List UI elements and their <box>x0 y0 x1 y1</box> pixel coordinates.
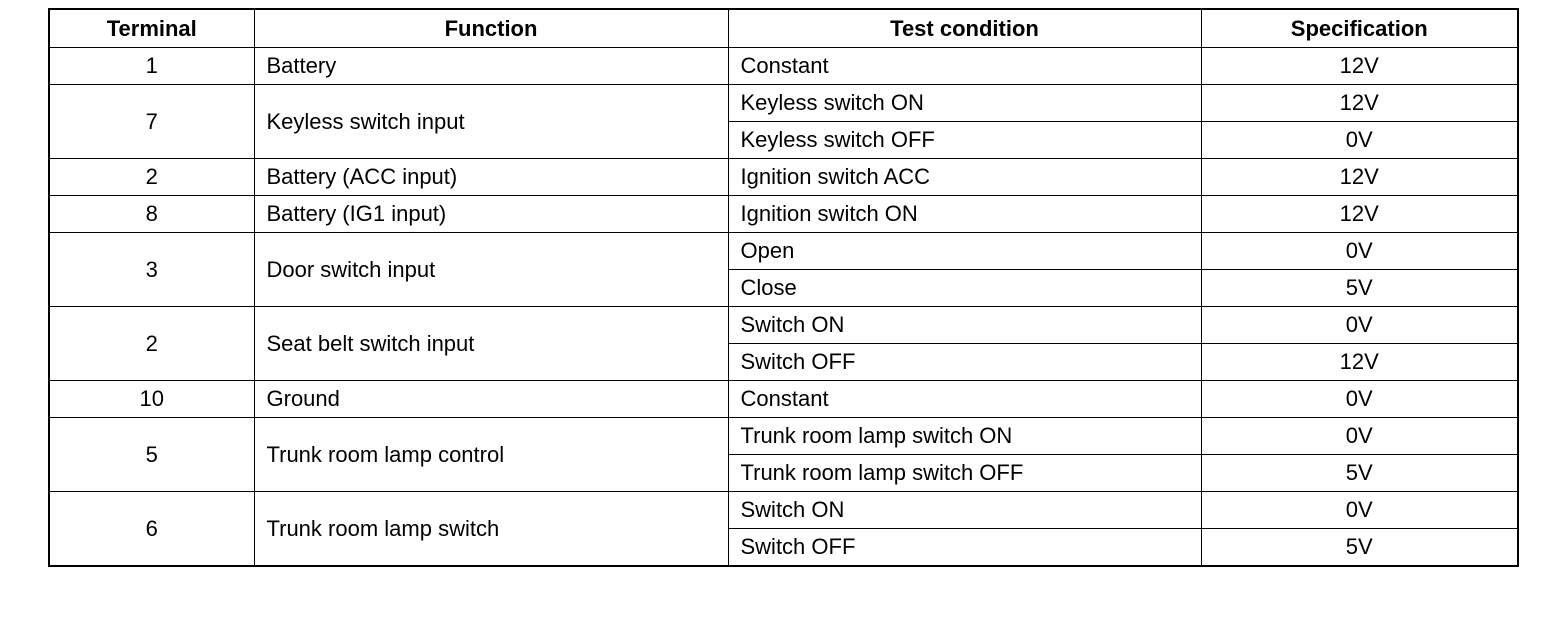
table-row <box>49 381 1518 418</box>
terminal-cell: 7 <box>49 85 254 159</box>
table-row <box>49 159 1518 196</box>
specification-cell: 0V <box>1201 233 1518 270</box>
test-condition-cell: Constant <box>728 381 1201 418</box>
terminal-cell: 5 <box>49 418 254 492</box>
specification-cell: 12V <box>1201 85 1518 122</box>
table-row <box>49 48 1518 85</box>
function-cell: Battery (IG1 input) <box>254 196 728 233</box>
test-condition-cell: Keyless switch ON <box>728 85 1201 122</box>
test-condition-cell: Trunk room lamp switch OFF <box>728 455 1201 492</box>
specification-cell: 12V <box>1201 196 1518 233</box>
header-function: Function <box>254 9 728 48</box>
test-condition-cell: Switch OFF <box>728 529 1201 567</box>
specification-cell: 0V <box>1201 122 1518 159</box>
specification-cell: 0V <box>1201 418 1518 455</box>
terminal-spec-table <box>48 8 1519 567</box>
specification-cell: 12V <box>1201 48 1518 85</box>
specification-cell: 5V <box>1201 529 1518 567</box>
function-cell: Keyless switch input <box>254 85 728 159</box>
specification-cell: 5V <box>1201 270 1518 307</box>
test-condition-cell: Switch ON <box>728 492 1201 529</box>
table-row <box>49 233 1518 270</box>
table-row <box>49 85 1518 122</box>
header-terminal: Terminal <box>49 9 254 48</box>
test-condition-cell: Switch ON <box>728 307 1201 344</box>
terminal-cell: 10 <box>49 381 254 418</box>
test-condition-cell: Open <box>728 233 1201 270</box>
function-cell: Battery <box>254 48 728 85</box>
header-specification: Specification <box>1201 9 1518 48</box>
terminal-cell: 8 <box>49 196 254 233</box>
specification-cell: 0V <box>1201 307 1518 344</box>
specification-cell: 0V <box>1201 381 1518 418</box>
table-row <box>49 196 1518 233</box>
function-cell: Trunk room lamp control <box>254 418 728 492</box>
test-condition-cell: Constant <box>728 48 1201 85</box>
terminal-cell: 6 <box>49 492 254 567</box>
table-row <box>49 418 1518 455</box>
function-cell: Seat belt switch input <box>254 307 728 381</box>
header-test-condition: Test condition <box>728 9 1201 48</box>
function-cell: Door switch input <box>254 233 728 307</box>
test-condition-cell: Keyless switch OFF <box>728 122 1201 159</box>
function-cell: Battery (ACC input) <box>254 159 728 196</box>
test-condition-cell: Ignition switch ON <box>728 196 1201 233</box>
test-condition-cell: Trunk room lamp switch ON <box>728 418 1201 455</box>
table-row <box>49 307 1518 344</box>
function-cell: Trunk room lamp switch <box>254 492 728 567</box>
specification-cell: 0V <box>1201 492 1518 529</box>
test-condition-cell: Switch OFF <box>728 344 1201 381</box>
specification-cell: 12V <box>1201 344 1518 381</box>
terminal-cell: 2 <box>49 307 254 381</box>
test-condition-cell: Close <box>728 270 1201 307</box>
terminal-cell: 3 <box>49 233 254 307</box>
specification-cell: 12V <box>1201 159 1518 196</box>
table-row <box>49 492 1518 529</box>
specification-cell: 5V <box>1201 455 1518 492</box>
terminal-cell: 2 <box>49 159 254 196</box>
header-row <box>49 9 1518 48</box>
terminal-cell: 1 <box>49 48 254 85</box>
function-cell: Ground <box>254 381 728 418</box>
test-condition-cell: Ignition switch ACC <box>728 159 1201 196</box>
